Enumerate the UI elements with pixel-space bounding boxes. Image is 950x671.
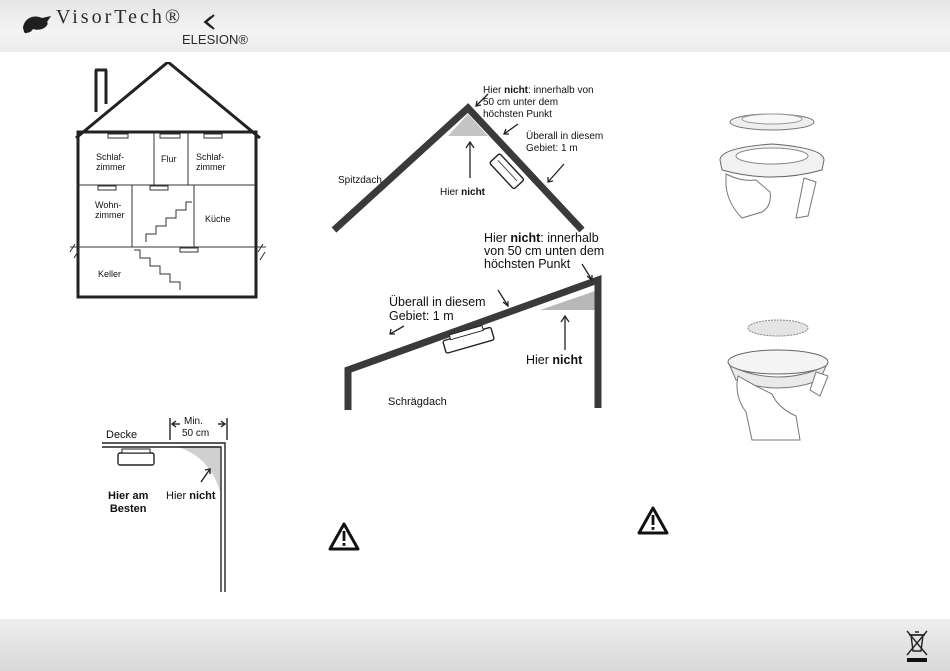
sloped-roof-label: Schrägdach (388, 396, 447, 408)
house-drawing (68, 62, 268, 302)
min-distance-label: 50 cm (182, 428, 210, 439)
room-label-bedroom-left: Schlaf- zimmer (96, 152, 126, 172)
sub-brand-name: ELESION® (182, 32, 248, 47)
footer-bar (0, 619, 950, 671)
best-position-label: Hier am Besten (108, 490, 149, 515)
warning-icon (327, 521, 361, 552)
not-here-label: Hier nicht (166, 490, 216, 502)
sloped-roof-not-here: Hier nicht (526, 353, 583, 367)
pitched-roof-diagram (330, 78, 630, 238)
detector-mounting-illustration (712, 108, 832, 226)
house-diagram (68, 62, 268, 302)
room-label-living: Wohn- zimmer (95, 200, 125, 220)
header-bar (0, 0, 950, 52)
pitched-roof-warning: Hier nicht: innerhalb von 50 cm unter dem höchsten Punkt (483, 85, 594, 120)
room-label-kitchen: Küche (205, 214, 231, 224)
sloped-roof-warning: Hier nicht: innerhalb von 50 cm unten dem höchsten Punkt (484, 231, 605, 271)
pitched-roof-not-here: Hier nicht (440, 187, 486, 198)
sloped-roof-diagram (340, 230, 630, 415)
room-label-bedroom-right: Schlaf- zimmer (196, 152, 226, 172)
room-label-hall: Flur (161, 154, 177, 164)
min-label: Min. (184, 416, 203, 427)
elesion-logo-icon (203, 14, 217, 32)
room-label-basement: Keller (98, 269, 122, 279)
ceiling-label: Decke (106, 429, 138, 441)
sloped-roof-zone-label: Überall in diesem Gebiet: 1 m (389, 295, 486, 323)
brand-name: VisorTech® (56, 6, 184, 28)
detector-attaching-illustration (716, 316, 838, 442)
ceiling-placement-diagram (100, 412, 250, 597)
pitched-roof-label: Spitzdach (338, 175, 382, 186)
weee-disposal-icon (905, 629, 929, 663)
visortech-logo-icon (20, 10, 54, 36)
pitched-roof-zone-label: Überall in diesem Gebiet: 1 m (526, 131, 604, 154)
warning-icon (636, 505, 670, 536)
